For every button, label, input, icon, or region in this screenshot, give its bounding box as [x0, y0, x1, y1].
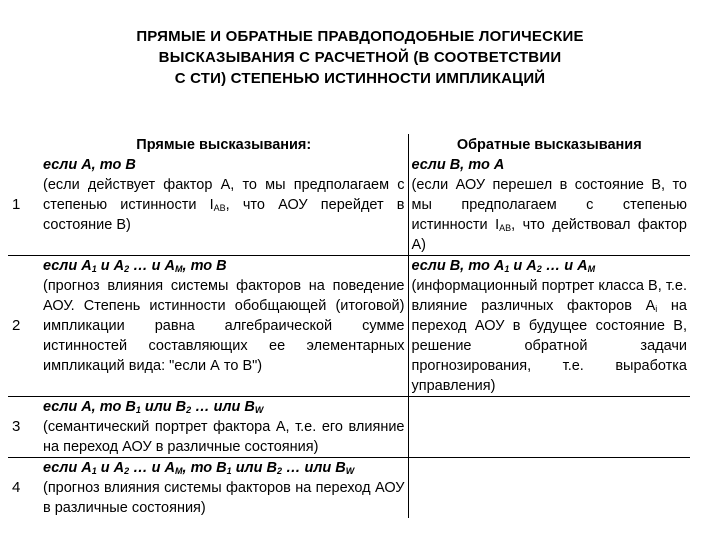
page-title [60, 26, 660, 89]
row-number: 1 [8, 155, 40, 256]
header-num-cell [8, 134, 40, 155]
table-row [8, 458, 690, 519]
direct-rule: если $A_1$ и $A_2$ … и $A_M$, то В [43, 258, 227, 274]
row-number: 3 [8, 397, 40, 458]
direct-cell [40, 155, 408, 256]
direct-description: (семантический портрет фактора А, т.е. его влияние на переход АОУ в различные состояния) [43, 419, 405, 455]
direct-rule: если $A_1$ и $A_2$ … и $A_M$, то $B_1$ или $B_2$ … или $B_W$ [43, 460, 355, 476]
row-number: 4 [12, 479, 21, 496]
header-inverse: Обратные высказывания [456, 137, 642, 153]
header-direct: Прямые высказывания: [40, 134, 408, 155]
inverse-description: (если АОУ перешел в состояние В, то мы предполагаем с степенью истинности $I_{АВ}$, что действовал фактор А) [411, 177, 687, 253]
direct-cell [40, 458, 408, 519]
implications-table [8, 134, 690, 518]
inverse-rule: если В, то А [411, 157, 505, 173]
inverse-rule: если В, то $A_1$ и $A_2$ … и $A_M$ [411, 258, 596, 274]
direct-cell [40, 256, 408, 397]
title-line-1: ПРЯМЫЕ И ОБРАТНЫЕ ПРАВДОПОДОБНЫЕ ЛОГИЧЕСКИЕ [136, 28, 584, 45]
inverse-cell [408, 155, 690, 256]
table-header-row [8, 134, 690, 155]
title-line-3: С СТИ) СТЕПЕНЬЮ ИСТИННОСТИ ИМПЛИКАЦИЙ [174, 70, 546, 87]
direct-description: (если действует фактор А, то мы предполагаем с степенью истинности $I_{АВ}$, что АОУ перейдет в состояние В) [43, 177, 405, 233]
table-row [8, 155, 690, 256]
direct-rule: если А, то $B_1$ или $B_2$ … или $B_W$ [43, 399, 264, 415]
direct-cell [40, 397, 408, 458]
table-row [8, 397, 690, 458]
direct-description: (прогноз влияния системы факторов на переход АОУ в различные состояния) [43, 480, 405, 516]
title-line-2: ВЫСКАЗЫВАНИЯ С РАСЧЕТНОЙ (В СООТВЕТСТВИИ [158, 49, 562, 66]
inverse-cell-empty [408, 397, 690, 458]
inverse-cell [408, 256, 690, 397]
table-row [8, 256, 690, 397]
direct-description: (прогноз влияния системы факторов на поведение АОУ. Степень истинности обобщающей (итоговой) импликации равна алгебраической сумме истинностей составляющих ее элементарных импликаций вида: "если А то В") [43, 278, 405, 374]
direct-rule: если А, то В [43, 157, 136, 173]
row-number: 2 [8, 256, 40, 397]
inverse-description: (информационный портрет класса В, т.е. влияние различных факторов $A_i$ на переход АОУ в будущее состояние В, решение обратной задачи прогнозирования, т.е. выработка управления) [411, 278, 687, 394]
inverse-cell-empty [408, 458, 690, 519]
